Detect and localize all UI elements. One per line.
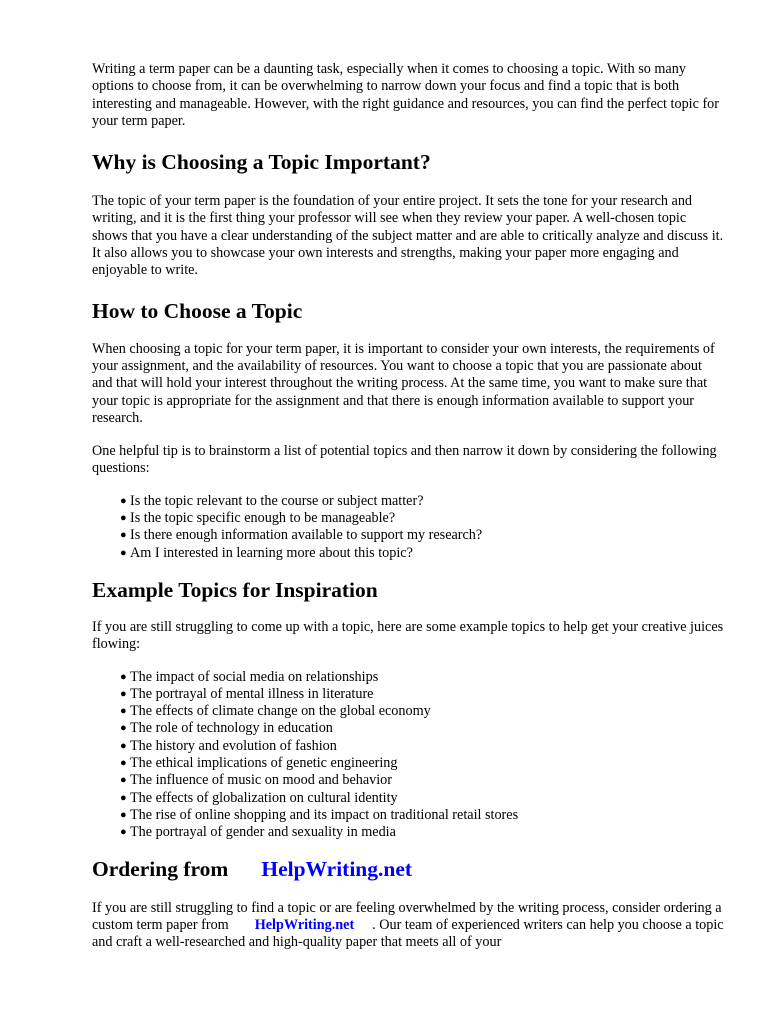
bullet-icon: ● — [120, 808, 127, 821]
ordering-text-before: If you are still struggling to find a topic or are feeling overwhelmed by the writing process, consider ordering a custom term paper from — [92, 899, 722, 933]
list-item-text: The effects of globalization on cultural identity — [130, 789, 398, 806]
list-item-text: Is the topic specific enough to be manageable? — [130, 510, 396, 527]
list-item — [120, 755, 724, 772]
bullet-icon: ● — [120, 670, 127, 683]
ordering-text-after: . Our team of experienced writers can help you choose a topic and craft a well-researched and high-quality paper that meets all of your — [92, 916, 724, 951]
list-item — [120, 703, 724, 720]
bullet-icon: ● — [120, 757, 127, 770]
bullet-icon: ● — [120, 791, 127, 804]
questions-list — [92, 493, 724, 562]
how-paragraph-2: One helpful tip is to brainstorm a list of potential topics and then narrow it down by considering the following questions: — [92, 443, 717, 477]
list-item — [120, 669, 724, 686]
heading-ordering-text: Ordering from — [92, 856, 229, 881]
list-item — [120, 493, 724, 510]
list-item — [120, 510, 724, 527]
bullet-icon: ● — [120, 826, 127, 839]
list-item — [120, 738, 724, 755]
list-item-text: The influence of music on mood and behavior — [130, 772, 392, 789]
list-item — [120, 545, 724, 562]
heading-how-to-choose: How to Choose a Topic — [92, 298, 303, 323]
example-topics-list — [92, 669, 724, 842]
helpwriting-inline-link[interactable]: HelpWriting.net — [254, 916, 355, 933]
list-item — [120, 807, 724, 824]
list-item-text: The impact of social media on relationships — [130, 668, 379, 685]
bullet-icon: ● — [120, 529, 127, 542]
bullet-icon: ● — [120, 705, 127, 718]
why-paragraph: The topic of your term paper is the foundation of your entire project. It sets the tone for your research and writing, and it is the first thing your professor will see when they review your paper. A well-chosen topic shows that you have a clear understanding of the subject matter and are able to critically analyze and discuss it. It also allows you to showcase your own interests and strengths, making your paper more engaging and enjoyable to write. — [92, 193, 724, 279]
list-item — [120, 686, 724, 703]
list-item — [120, 720, 724, 737]
list-item-text: Is there enough information available to support my research? — [130, 527, 483, 544]
list-item-text: The effects of climate change on the global economy — [130, 703, 431, 720]
list-item — [120, 824, 724, 841]
list-item — [120, 772, 724, 789]
bullet-icon: ● — [120, 546, 127, 559]
list-item-text: The ethical implications of genetic engineering — [130, 755, 398, 772]
helpwriting-heading-link[interactable]: HelpWriting.net — [261, 856, 413, 881]
bullet-icon: ● — [120, 739, 127, 752]
bullet-icon: ● — [120, 512, 127, 525]
list-item — [120, 527, 724, 544]
list-item-text: The portrayal of mental illness in literature — [130, 685, 374, 702]
heading-why-topic-important: Why is Choosing a Topic Important? — [92, 150, 431, 175]
heading-ordering — [92, 856, 724, 882]
list-item-text: The rise of online shopping and its impact on traditional retail stores — [130, 806, 519, 823]
heading-example-topics: Example Topics for Inspiration — [92, 577, 378, 602]
list-item-text: The portrayal of gender and sexuality in media — [130, 824, 396, 841]
list-item — [120, 790, 724, 807]
bullet-icon: ● — [120, 494, 127, 507]
bullet-icon: ● — [120, 687, 127, 700]
list-item-text: Am I interested in learning more about this topic? — [130, 544, 413, 561]
list-item-text: The history and evolution of fashion — [130, 737, 337, 754]
bullet-icon: ● — [120, 722, 127, 735]
list-item-text: The role of technology in education — [130, 720, 333, 737]
intro-paragraph: Writing a term paper can be a daunting task, especially when it comes to choosing a topic. With so many options to choose from, it can be overwhelming to narrow down your focus and find a topic that is both interesting and manageable. However, with the right guidance and resources, you can find the perfect topic for your term paper. — [92, 61, 719, 129]
how-paragraph-1: When choosing a topic for your term paper, it is important to consider your own interests, the requirements of your assignment, and the availability of resources. You want to choose a topic that you are passionate about and that will hold your interest throughout the writing process. At the same time, you want to make sure that your topic is appropriate for the assignment and that there is enough information available to support your research. — [92, 340, 715, 426]
examples-paragraph: If you are still struggling to come up with a topic, here are some example topics to help get your creative juices flowing: — [92, 618, 724, 653]
bullet-icon: ● — [120, 774, 127, 787]
ordering-paragraph — [92, 900, 724, 952]
list-item-text: Is the topic relevant to the course or subject matter? — [130, 492, 424, 509]
